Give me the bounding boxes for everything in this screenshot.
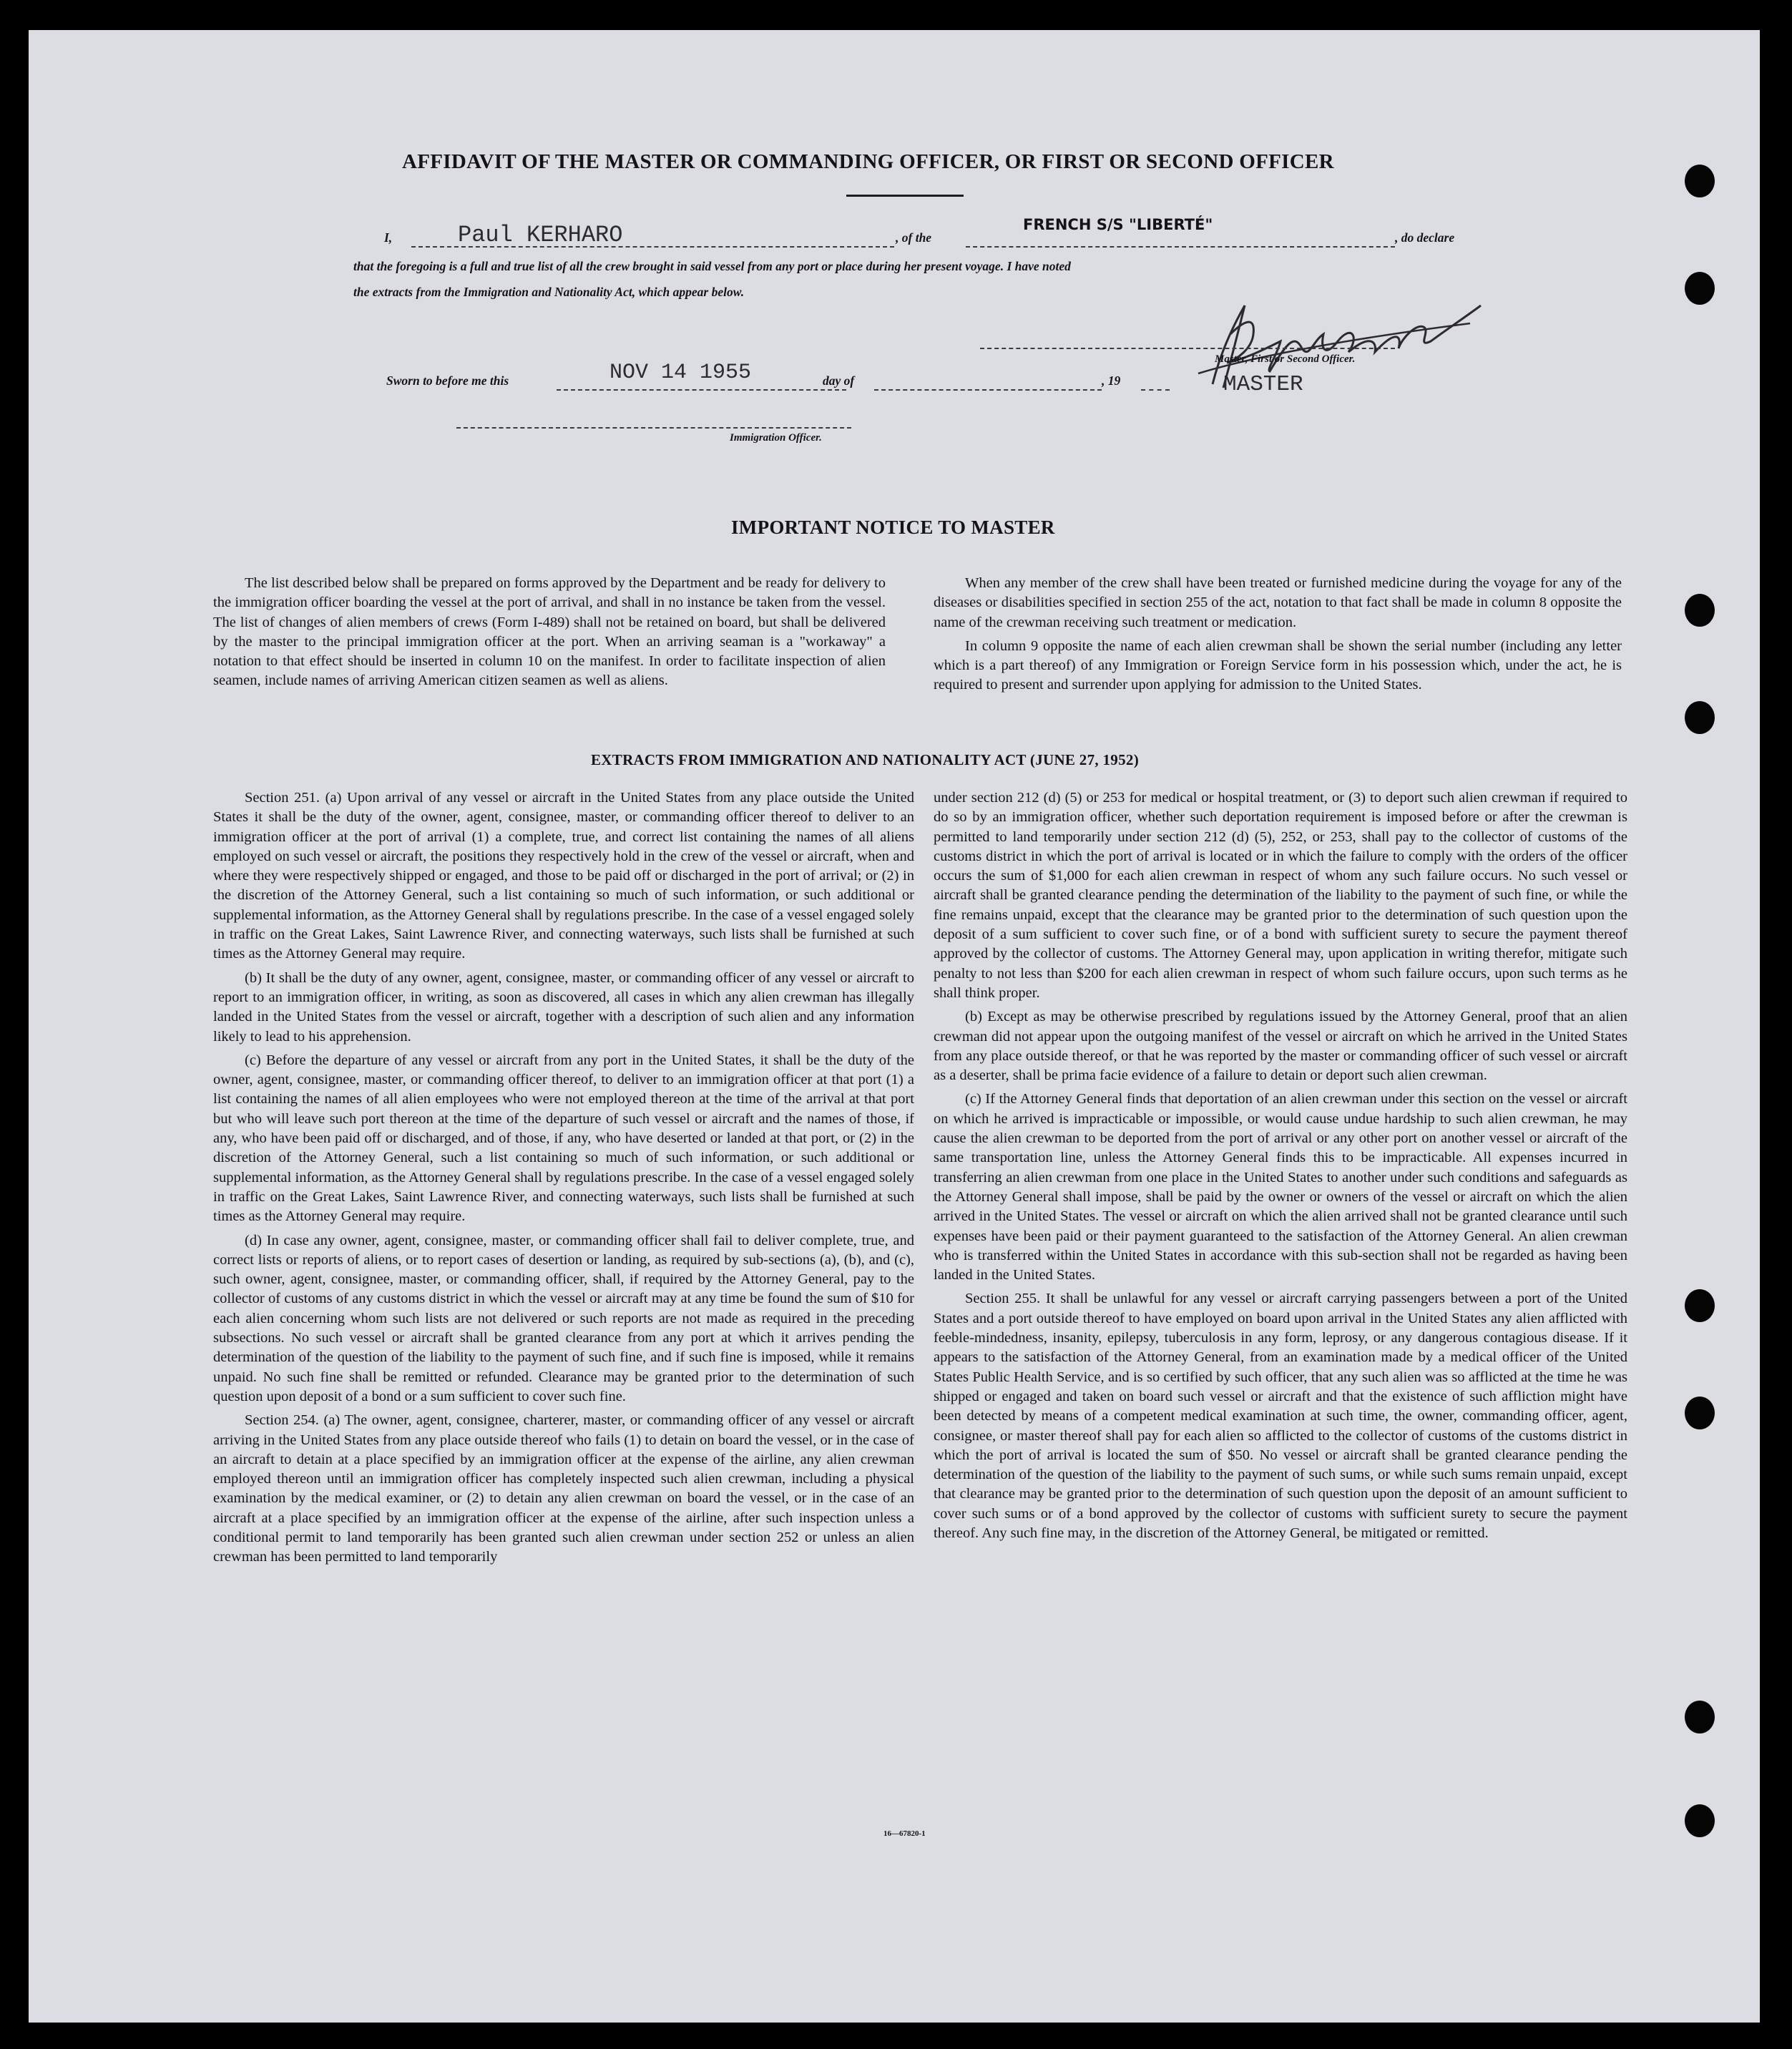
year-label: , 19 — [1102, 373, 1121, 388]
notice-paragraph: When any member of the crew shall have been treated or furnished medicine during the voyage for any of the diseases or disabilities specified in section 255 of the act, notation to that fact shall be made in column 8 opposite the name of the crewman receiving such treatment or medication. — [934, 575, 1622, 630]
extract-paragraph: (d) In case any owner, agent, consignee, master, or commanding officer shall fail to deliver complete, true, and correct lists or reports of aliens, or to report cases of desertion or landing, as required by sub-sections (a), (b), and (c), such owner, agent, consignee, master, or commanding officer, shall, if required by the Attorney General, pay to the collector of customs of any customs district in which the vessel or aircraft may at any time be found the sum of $10 for each alien concerning whom such lists are not delivered or such reports are not made as required in the preceding subsections. No such vessel or aircraft shall be granted clearance from any port at which it arrives pending the determination of the question of the liability to the payment of such fine, and if such fine is imposed, while it remains unpaid. No such fine shall be remitted or refunded. Clearance may be granted prior to the determination of such question upon deposit of a bond or a sum sufficient to cover such fine. — [213, 1232, 914, 1404]
extracts-left-column — [213, 788, 914, 1572]
i-label: I, — [384, 230, 393, 245]
extract-paragraph: Section 255. It shall be unlawful for any vessel or aircraft carrying passengers between a port of the United States and a port outside thereof to have employed on board upon arrival in the United States any alien afflicted with feeble-mindedness, insanity, epilepsy, tuberculosis in any form, leprosy, or any dangerous contagious disease. If it appears to the satisfaction of the Attorney General, from an examination made by a medical officer of the United States Public Health Service, and is so certified by such officer, that any such alien was so afflicted at the time he was shipped or engaged and taken on board such vessel or aircraft and that the existence of such affliction might have been detected by means of a competent medical examination at such time, the owner, commanding officer, agent, consignee, or master thereof shall pay for each alien so afflicted to the collector of customs of the customs district in which the port of arrival is located the sum of $50. No vessel or aircraft shall be granted clearance pending the determination of the question of the liability to the payment of such sums, or while such sums remain unpaid, except that clearance may be granted prior to the determination of such question upon the deposit of an amount sufficient to cover such sums or of a bond approved by the collector of customs with sufficient surety to secure the payment thereof. Any such fine may, in the discretion of the Attorney General, be mitigated or remitted. — [934, 1291, 1627, 1541]
notice-paragraph: In column 9 opposite the name of each alien crewman shall be shown the serial number (including any letter which is a part thereof) of any Immigration or Foreign Service form in his possession which, under the act, he is required to present and surrender upon applying for admission to the United States. — [934, 637, 1622, 693]
punch-hole — [1685, 165, 1715, 197]
sworn-date-stamp: NOV 14 1955 — [609, 361, 752, 385]
punch-hole — [1685, 594, 1715, 627]
immigration-officer-caption: Immigration Officer. — [730, 432, 822, 444]
year-line — [1141, 389, 1170, 391]
of-the-label: , of the — [896, 230, 932, 245]
extract-paragraph: (c) Before the departure of any vessel or aircraft from any port in the United States, it shall be the duty of the owner, agent, consignee, master, or commanding officer thereof, to deliver to an immigration officer at that port (1) a list containing the names of all alien employees who were not employed thereon at the time of the arrival at that port but who will leave such port thereon at the time of the departure of such vessel or aircraft and the names of those, if any, who have been paid off or discharged, and of those, if any, who have deserted or landed at that port, or (2) in the discretion of the Attorney General, such a list containing so much of such information, or such additional or supplemental information, as the Attorney General shall by regulations prescribe. In the case of a vessel engaged solely in traffic on the Great Lakes, Saint Lawrence River, and connecting waterways, such lists shall be furnished at such times as the Attorney General may require. — [213, 1052, 914, 1225]
day-of-label: day of — [823, 373, 855, 388]
notice-right-column — [934, 574, 1622, 700]
notice-left-column — [213, 574, 886, 695]
sworn-label: Sworn to before me this — [386, 373, 509, 388]
immigration-officer-line — [456, 427, 851, 429]
vessel-line — [966, 246, 1395, 248]
vessel-name: FRENCH S/S "LIBERTÉ" — [1023, 216, 1213, 233]
extract-paragraph: Section 254. (a) The owner, agent, consignee, charterer, master, or commanding officer of any vessel or aircraft arriving in the United States from any place outside thereof who fails (1) to detain on board the vessel, or in the case of an aircraft to detain at a place specified by an immigration officer at the expense of the airline, any alien crewman employed thereon until an immigration officer has completely inspected such alien crewman, including a physical examination by the medical examiner, or (2) to detain any alien crewman on board the vessel, or in the case of an aircraft at a place specified by an immigration officer at the expense of the airline, after such inspection unless a conditional permit to land temporarily has been granted such alien crewman under section 252 or unless an alien crewman has been permitted to land temporarily — [213, 1412, 914, 1565]
extracts-title: EXTRACTS FROM IMMIGRATION AND NATIONALITY ACT (JUNE 27, 1952) — [591, 751, 1139, 768]
punch-hole — [1685, 701, 1715, 734]
master-name: Paul KERHARO — [458, 222, 623, 248]
title-rule — [846, 195, 964, 197]
extract-paragraph: (b) It shall be the duty of any owner, agent, consignee, master, or commanding officer of any vessel or aircraft to report to an immigration officer, in writing, as soon as discovered, all cases in which any alien crewman has illegally landed in the United States from the vessel or aircraft, together with a description of such alien and any information likely to lead to his apprehension. — [213, 969, 914, 1045]
declaration-line-3: the extracts from the Immigration and Nationality Act, which appear below. — [353, 285, 745, 299]
signer-role: MASTER — [1223, 372, 1303, 397]
extracts-right-column — [934, 788, 1627, 1547]
affidavit-title: AFFIDAVIT OF THE MASTER OR COMMANDING OFFICER, OR FIRST OR SECOND OFFICER — [402, 150, 1334, 173]
punch-hole — [1685, 1289, 1715, 1322]
day-line — [874, 389, 1102, 391]
punch-hole — [1685, 272, 1715, 305]
signature-line — [980, 348, 1395, 349]
do-declare-label: , do declare — [1395, 230, 1455, 245]
notice-title: IMPORTANT NOTICE TO MASTER — [731, 517, 1055, 538]
extract-paragraph: (b) Except as may be otherwise prescribed by regulations issued by the Attorney General, proof that an alien crewman did not appear upon the outgoing manifest of the vessel or aircraft on which he arrived in the United States from any place outside thereof, or that he was reported by the master or commanding officer of such vessel or aircraft as a deserter, shall be prima facie evidence of a failure to detain or deport such alien crewman. — [934, 1009, 1627, 1084]
signer-caption: Master, First or Second Officer. — [1215, 353, 1356, 365]
sworn-date-line — [557, 389, 846, 391]
extract-paragraph: (c) If the Attorney General finds that deportation of an alien crewman under this section on the vessel or aircraft on which he arrived is impracticable or impossible, or would cause undue hardship to such alien crewman, he may cause the alien crewman to be deported from the port of arrival or any other port on another vessel or aircraft of the same transportation line, unless the Attorney General finds this to be impracticable. All expenses incurred in transferring an alien crewman from one place in the United States to another under such conditions and safeguards as the Attorney General shall impose, shall be paid by the owner or owners of the vessel or aircraft on which the alien arrived in the United States. The vessel or aircraft on which the alien arrived shall not be granted clearance until such expenses have been paid or their payment guaranteed to the satisfaction of the Attorney General. An alien crewman who is transferred within the United States in accordance with this sub-section shall not be regarded as having been landed in the United States. — [934, 1091, 1627, 1283]
extract-paragraph: Section 251. (a) Upon arrival of any vessel or aircraft in the United States from any place outside the United States it shall be the duty of the owner, agent, consignee, master, or commanding officer thereof to deliver to an immigration officer at the port of arrival (1) a complete, true, and correct list containing the names of all aliens employed on such vessel or aircraft, the positions they respectively hold in the crew of the vessel or aircraft, when and where they were respectively shipped or engaged, and those to be paid off or discharged in the port of arrival; or (2) in the discretion of the Attorney General, such a list containing so much of such information, or such additional or supplemental information, as the Attorney General shall by regulations prescribe. In the case of a vessel engaged solely in traffic on the Great Lakes, Saint Lawrence River, and connecting waterways, such lists shall be furnished at such times as the Attorney General may require. — [213, 790, 914, 962]
punch-hole — [1685, 1397, 1715, 1429]
notice-paragraph: The list described below shall be prepared on forms approved by the Department and be ready for delivery to the immigration officer boarding the vessel at the port of arrival, and shall in no instance be taken from the vessel. The list of changes of alien members of crews (Form I-489) shall not be retained on board, but shall be delivered by the master to the principal immigration officer at the port. When an arriving seaman is a "workaway" a notation to that effect should be inserted in column 10 on the manifest. In order to facilitate inspection of alien seamen, include names of arriving American citizen seamen as well as aliens. — [213, 575, 886, 689]
punch-hole — [1685, 1701, 1715, 1733]
form-code: 16—67820-1 — [883, 1829, 926, 1838]
declaration-line-2: that the foregoing is a full and true list of all the crew brought in said vessel from any port or place during her present voyage. I have noted — [353, 259, 1071, 273]
punch-hole — [1685, 1804, 1715, 1837]
document-page — [29, 30, 1760, 2023]
extract-paragraph: under section 212 (d) (5) or 253 for medical or hospital treatment, or (3) to deport such alien crewman if required to do so by an immigration officer, whether such deportation requirement is imposed before or after the crewman is permitted to land temporarily under section 212 (d) (5), 252, or 253, shall pay to the collector of customs of the customs district in which the port of arrival is located or in which the failure to comply with the orders of the officer occurs the sum of $1,000 for each alien crewman in respect of whom any such failure occurs. No such vessel or aircraft shall be granted clearance pending the determination of the liability to the payment of such fine, or while the fine remains unpaid, except that the clearance may be granted prior to the determination of such question upon the deposit of a sum sufficient to cover such fine, or of a bond with sufficient surety to secure the payment thereof approved by the collector of customs. The Attorney General may, upon application in writing therefor, mitigate such penalty to not less than $200 for each alien crewman in respect of whom such failure occurs, upon such terms as he shall think proper. — [934, 790, 1627, 1001]
